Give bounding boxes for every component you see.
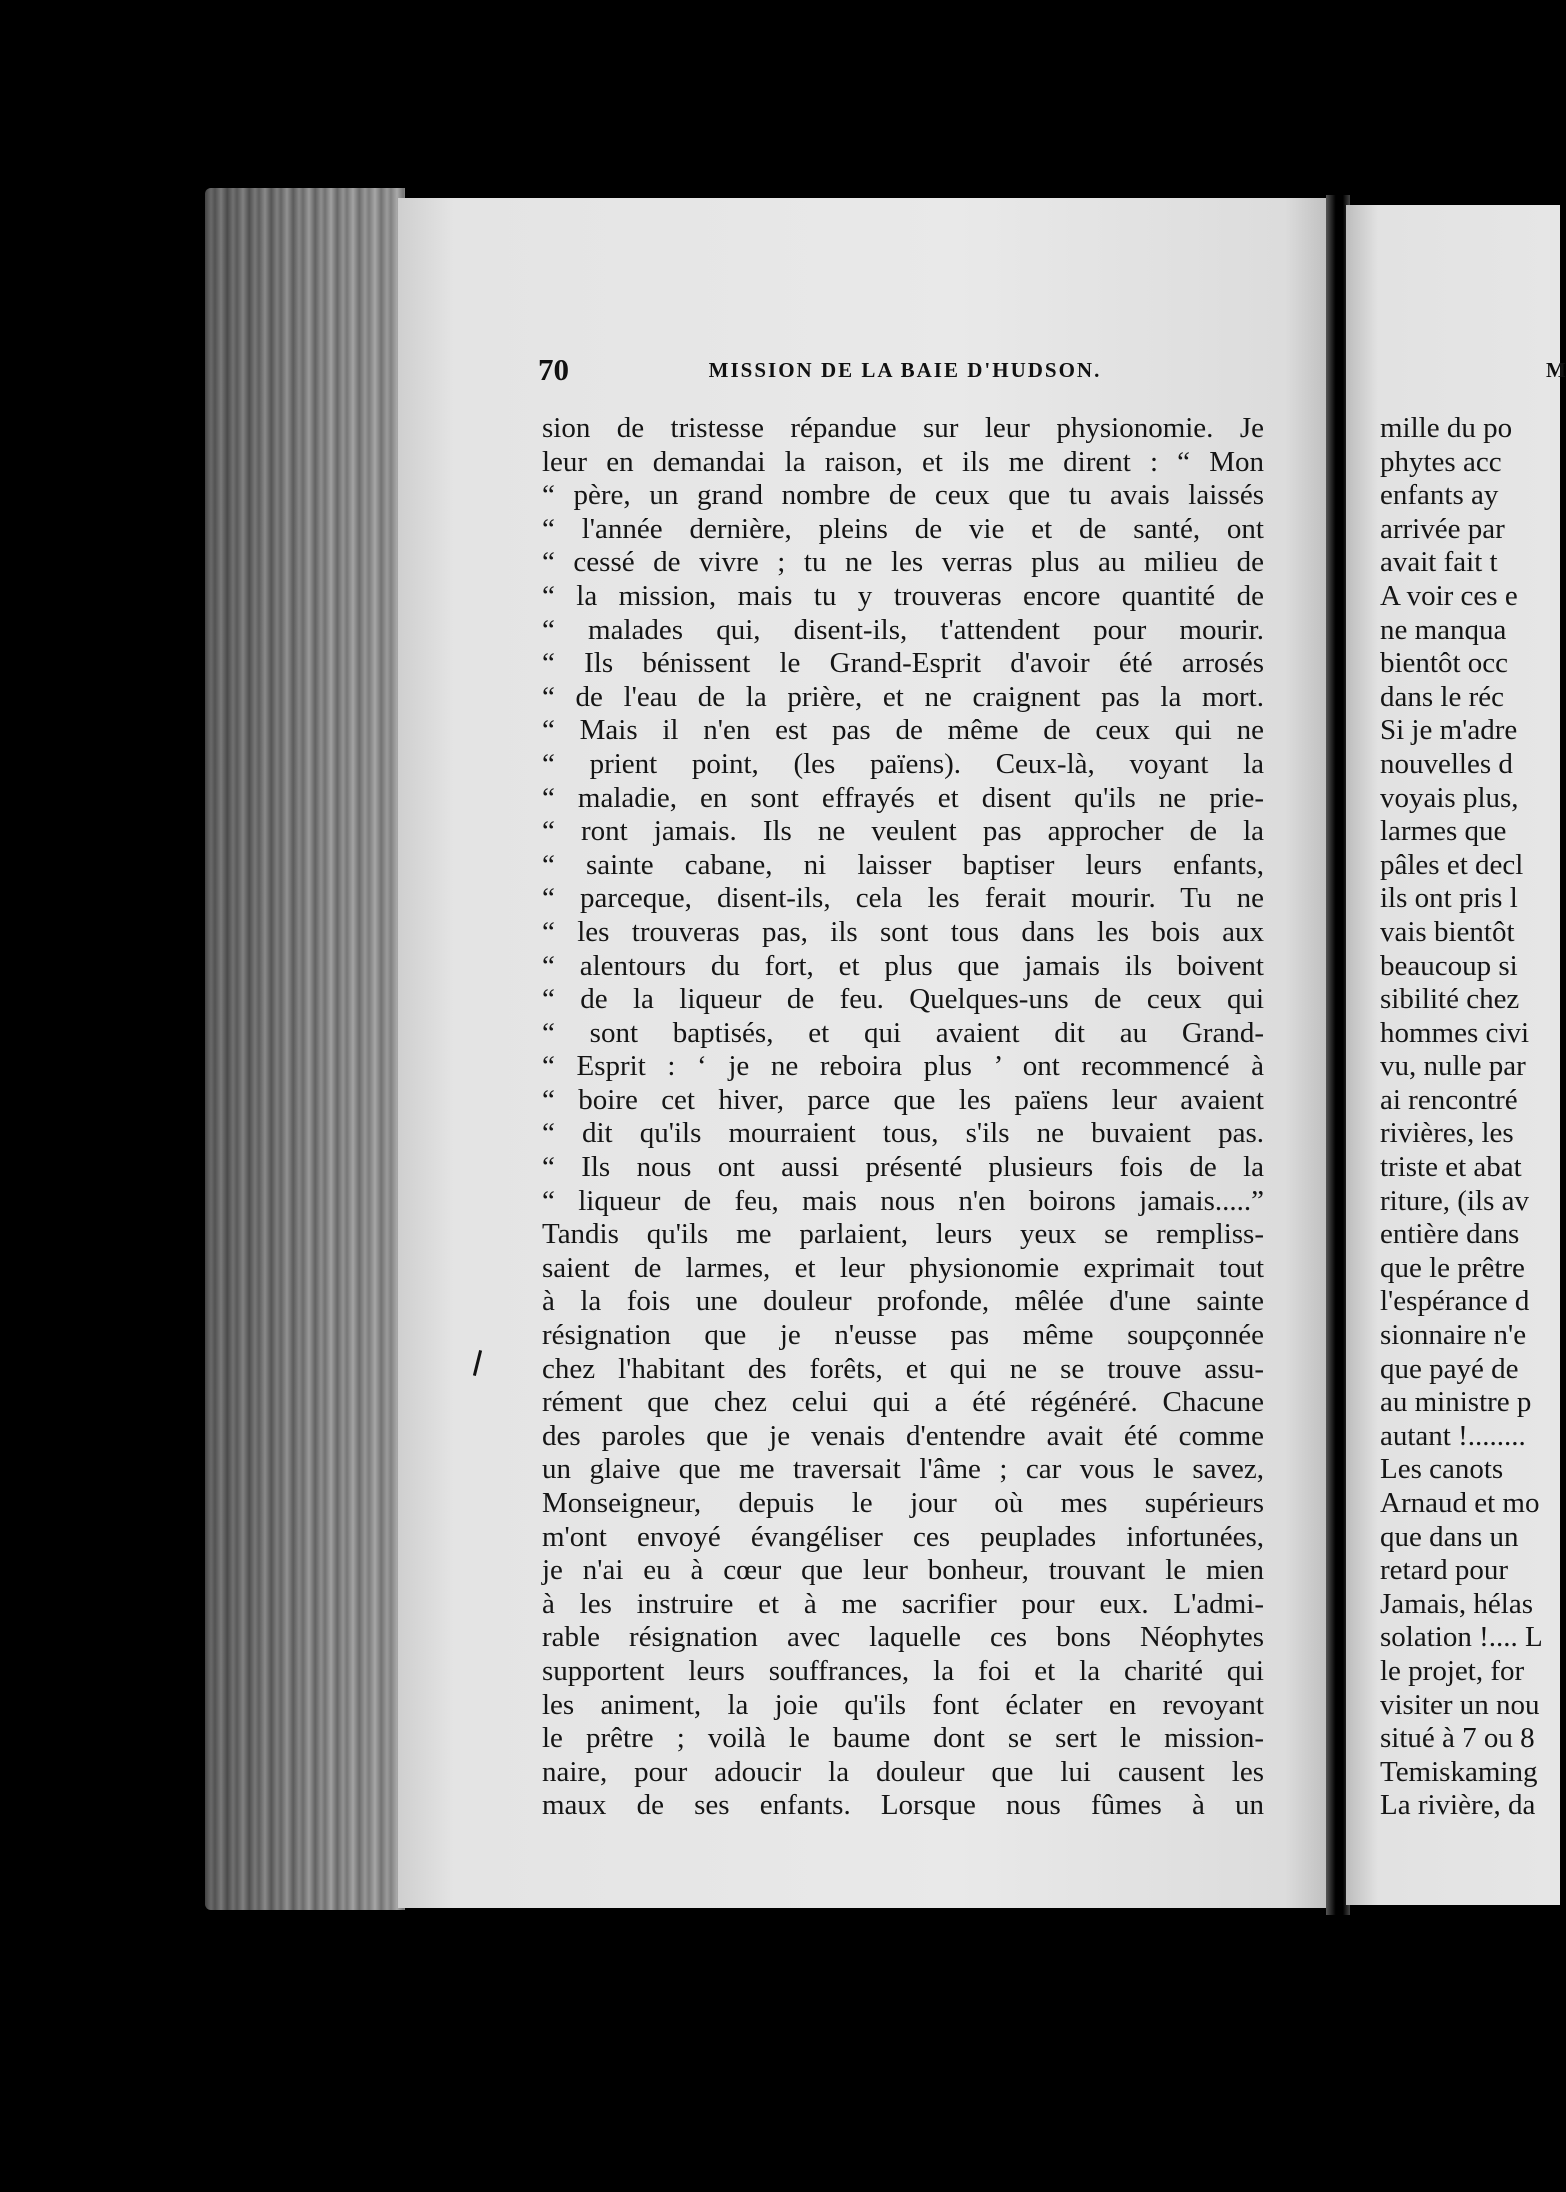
- right-text-line: pâles et decl: [1380, 848, 1524, 881]
- text-line: les animent, la joie qu'ils font éclater en revoyant: [542, 1688, 1264, 1721]
- text-line: “ liqueur de feu, mais nous n'en boirons jamais.....”: [542, 1184, 1264, 1217]
- right-text-line: La rivière, da: [1380, 1789, 1536, 1822]
- right-text-line: solation !.... L: [1380, 1621, 1543, 1654]
- right-text-line: le projet, for: [1380, 1654, 1525, 1687]
- text-line: m'ont envoyé évangéliser ces peuplades infortunées,: [542, 1520, 1264, 1553]
- right-text-line: que le prêtre: [1380, 1251, 1525, 1284]
- text-line: “ de la liqueur de feu. Quelques-uns de ceux qui: [542, 983, 1264, 1016]
- text-line: “ alentours du fort, et plus que jamais ils boivent: [542, 949, 1264, 982]
- text-line: à la fois une douleur profonde, mêlée d'une sainte: [542, 1285, 1264, 1318]
- text-line: Tandis qu'ils me parlaient, leurs yeux se rempliss-: [542, 1218, 1264, 1251]
- right-text-line: larmes que: [1380, 815, 1507, 848]
- right-text-line: ils ont pris l: [1380, 882, 1518, 915]
- right-text-line: A voir ces e: [1380, 579, 1518, 612]
- text-line: un glaive que me traversait l'âme ; car vous le savez,: [542, 1453, 1264, 1486]
- right-text-line: bientôt occ: [1380, 647, 1509, 680]
- text-line: “ Ils bénissent le Grand-Esprit d'avoir été arrosés: [542, 647, 1264, 680]
- right-text-line: ai rencontré: [1380, 1083, 1518, 1116]
- text-line: des paroles que je venais d'entendre avait été comme: [542, 1419, 1264, 1452]
- right-text-line: mille du po: [1380, 412, 1513, 444]
- right-text-line: triste et abat: [1380, 1151, 1522, 1184]
- text-line: “ parceque, disent-ils, cela les ferait mourir. Tu ne: [542, 882, 1264, 915]
- right-text-line: l'espérance d: [1380, 1285, 1530, 1318]
- text-line: Monseigneur, depuis le jour où mes supérieurs: [542, 1487, 1264, 1519]
- right-text-line: situé à 7 ou 8: [1380, 1722, 1535, 1755]
- text-line: “ sainte cabane, ni laisser baptiser leurs enfants,: [542, 848, 1264, 881]
- right-text-line: Les canots: [1380, 1453, 1504, 1486]
- text-line: supportent leurs souffrances, la foi et la charité qui: [542, 1654, 1264, 1687]
- right-text-line: Jamais, hélas: [1380, 1587, 1534, 1620]
- right-text-line: retard pour: [1380, 1554, 1509, 1587]
- right-running-head-fragment: M: [1546, 358, 1566, 382]
- left-page-text: [542, 412, 1264, 1823]
- right-text-line: voyais plus,: [1380, 781, 1519, 814]
- text-line: naire, pour adoucir la douleur que lui causent les: [542, 1755, 1264, 1788]
- text-line: “ malades qui, disent-ils, t'attendent pour mourir.: [542, 613, 1264, 646]
- right-text-line: Arnaud et mo: [1380, 1487, 1540, 1519]
- text-line: “ père, un grand nombre de ceux que tu avais laissés: [542, 479, 1264, 512]
- right-text-line: entière dans: [1380, 1218, 1520, 1251]
- text-line: sion de tristesse répandue sur leur physionomie. Je: [542, 412, 1264, 444]
- text-line: “ maladie, en sont effrayés et disent qu'ils ne prie-: [542, 781, 1264, 814]
- right-page-text: [1380, 412, 1560, 1823]
- page-edges-shading: [205, 188, 405, 1910]
- right-text-line: ne manqua: [1380, 613, 1507, 646]
- page-number: 70: [538, 352, 569, 387]
- right-text-line: phytes acc: [1380, 445, 1502, 478]
- right-text-line: beaucoup si: [1380, 949, 1518, 982]
- text-line: “ prient point, (les païens). Ceux-là, voyant la: [542, 747, 1264, 780]
- text-line: “ les trouveras pas, ils sont tous dans les bois aux: [542, 915, 1264, 948]
- right-text-line: visiter un nou: [1380, 1688, 1540, 1721]
- text-line: “ sont baptisés, et qui avaient dit au Grand-: [542, 1016, 1264, 1049]
- text-line: “ boire cet hiver, parce que les païens leur avaient: [542, 1083, 1264, 1116]
- text-line: saient de larmes, et leur physionomie exprimait tout: [542, 1251, 1264, 1284]
- running-title: MISSION DE LA BAIE D'HUDSON.: [708, 358, 1102, 382]
- right-text-line: Temiskaming: [1380, 1755, 1538, 1788]
- right-text-line: arrivée par: [1380, 512, 1505, 545]
- text-line: à les instruire et à me sacrifier pour eux. L'admi-: [542, 1587, 1264, 1620]
- right-text-line: enfants ay: [1380, 479, 1499, 512]
- right-text-line: que payé de: [1380, 1352, 1519, 1385]
- text-line: chez l'habitant des forêts, et qui ne se trouve assu-: [542, 1352, 1264, 1385]
- text-line: “ ront jamais. Ils ne veulent pas approcher de la: [542, 815, 1264, 848]
- text-line: “ la mission, mais tu y trouveras encore quantité de: [542, 579, 1264, 612]
- text-line: maux de ses enfants. Lorsque nous fûmes à un: [542, 1789, 1264, 1822]
- text-line: “ Mais il n'en est pas de même de ceux qui ne: [542, 714, 1264, 747]
- text-line: rable résignation avec laquelle ces bons Néophytes: [542, 1621, 1264, 1654]
- text-line: le prêtre ; voilà le baume dont se sert le mission-: [542, 1722, 1264, 1755]
- right-text-line: avait fait t: [1380, 546, 1498, 579]
- right-text-line: au ministre p: [1380, 1386, 1532, 1419]
- text-line: leur en demandai la raison, et ils me dirent : “ Mon: [542, 445, 1264, 478]
- text-line: “ l'année dernière, pleins de vie et de santé, ont: [542, 512, 1264, 545]
- right-text-line: sionnaire n'e: [1380, 1319, 1527, 1352]
- right-text-line: hommes civi: [1380, 1016, 1530, 1049]
- right-text-line: dans le réc: [1380, 680, 1504, 713]
- right-text-line: sibilité chez: [1380, 983, 1520, 1016]
- right-text-line: rivières, les: [1380, 1117, 1514, 1150]
- text-line: “ de l'eau de la prière, et ne craignent pas la mort.: [542, 680, 1264, 713]
- right-text-line: Si je m'adre: [1380, 714, 1518, 747]
- right-text-line: autant !........: [1380, 1419, 1526, 1452]
- text-line: “ Esprit : ‘ je ne reboira plus ’ ont recommencé à: [542, 1050, 1264, 1083]
- right-text-line: riture, (ils av: [1380, 1184, 1529, 1217]
- right-text-line: vais bientôt: [1380, 915, 1515, 948]
- text-line: je n'ai eu à cœur que leur bonheur, trouvant le mien: [542, 1554, 1264, 1587]
- text-line: “ Ils nous ont aussi présenté plusieurs fois de la: [542, 1151, 1264, 1184]
- right-text-line: vu, nulle par: [1380, 1050, 1526, 1083]
- text-line: résignation que je n'eusse pas même soupçonnée: [542, 1319, 1264, 1352]
- text-line: rément que chez celui qui a été régénéré. Chacune: [542, 1386, 1264, 1419]
- right-text-line: que dans un: [1380, 1520, 1519, 1553]
- text-line: “ cessé de vivre ; tu ne les verras plus au milieu de: [542, 546, 1264, 579]
- right-text-line: nouvelles d: [1380, 747, 1513, 780]
- text-line: “ dit qu'ils mourraient tous, s'ils ne buvaient pas.: [542, 1117, 1264, 1150]
